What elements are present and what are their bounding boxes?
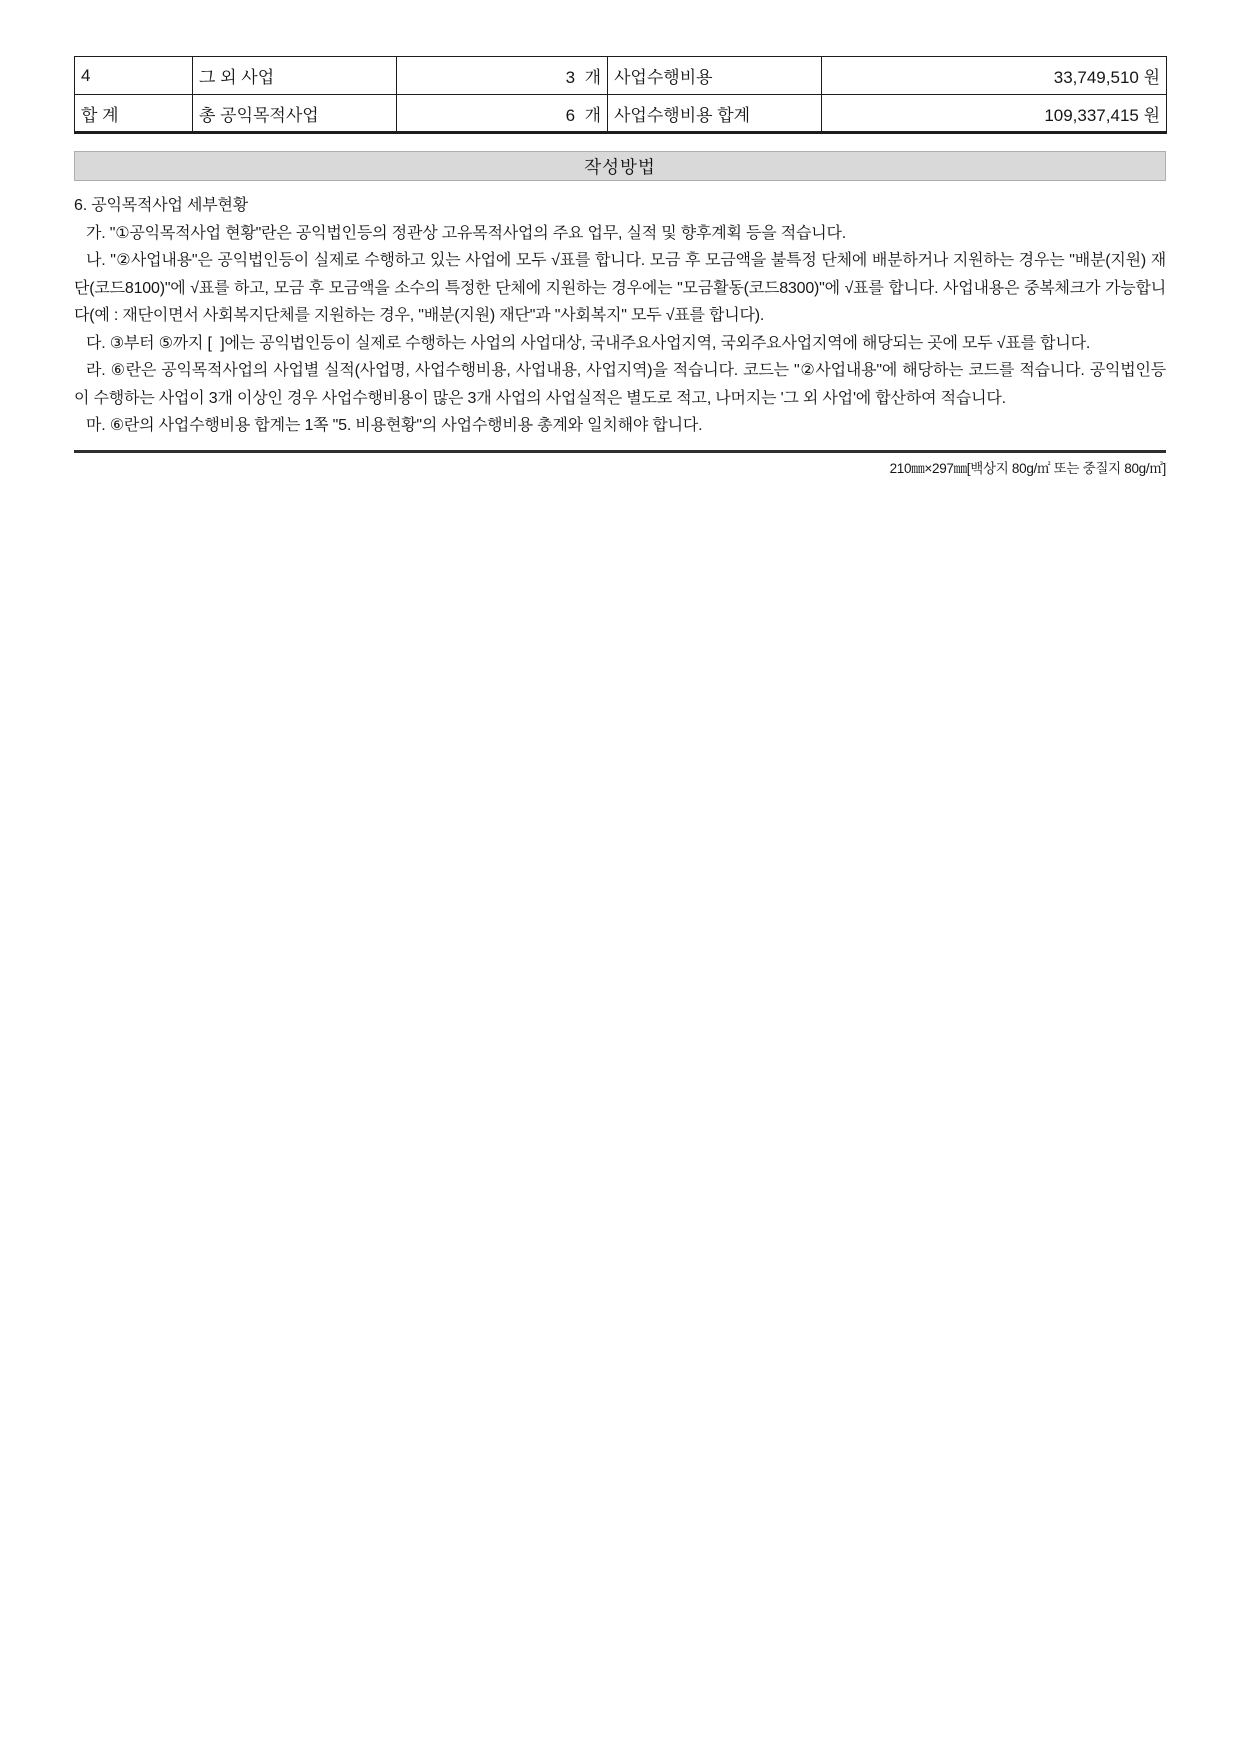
- business-name-cell: 총 공익목적사업: [193, 95, 397, 133]
- footer-rule: [74, 450, 1166, 453]
- section-header-title: 작성방법: [584, 156, 656, 177]
- section-header-bar: [74, 151, 1166, 181]
- row-number-cell: 4: [75, 57, 193, 95]
- business-name-cell: 그 외 사업: [193, 57, 397, 95]
- table-row-other-business: [75, 57, 1167, 95]
- instruction-item-da: 다. ③부터 ⑤까지 [ ]에는 공익법인등이 실제로 수행하는 사업의 사업대상, 국내주요사업지역, 국외주요사업지역에 해당되는 곳에 모두 √표를 합니다.: [86, 334, 1091, 352]
- business-count-cell: 6 개: [397, 95, 608, 133]
- cost-label-cell: 사업수행비용 합계: [608, 95, 822, 133]
- cost-amount-cell: 33,749,510 원: [822, 57, 1167, 95]
- cost-label-cell: 사업수행비용: [608, 57, 822, 95]
- row-number-cell: 합 계: [75, 95, 193, 133]
- business-count-cell: 3 개: [397, 57, 608, 95]
- page-content: [74, 0, 1166, 477]
- paper-spec-footnote: 210㎜×297㎜[백상지 80g/㎡ 또는 중질지 80g/㎡]: [889, 460, 1166, 476]
- table-row-total: [75, 95, 1167, 133]
- instructions-title: 6. 공익목적사업 세부현황: [74, 197, 248, 214]
- instructions: [74, 192, 1166, 440]
- summary-table: [74, 56, 1167, 134]
- instruction-item-ra: 라. ⑥란은 공익목적사업의 사업별 실적(사업명, 사업수행비용, 사업내용, 사업지역)을 적습니다. 코드는 "②사업내용"에 해당하는 코드를 적습니다. 공익법인등이 수행하는 사업이 3개 이상인 경우 사업수행비용이 많은 3개 사업의 사업실적은 별도로 적고, 나머지는 '그 외 사업'에 합산하여 적습니다.: [74, 362, 1166, 407]
- instruction-item-ga: 가. "①공익목적사업 현황"란은 공익법인등의 정관상 고유목적사업의 주요 업무, 실적 및 향후계획 등을 적습니다.: [86, 224, 847, 242]
- instruction-item-na: 나. "②사업내용"은 공익법인등이 실제로 수행하고 있는 사업에 모두 √표를 합니다. 모금 후 모금액을 불특정 단체에 배분하거나 지원하는 경우는 "배분(지원) 재단(코드8100)"에 √표를 하고, 모금 후 모금액을 소수의 특정한 단체에 지원하는 경우에는 "모금활동(코드8300)"에 √표를 합니다. 사업내용은 중복체크가 가능합니다(예 : 재단이면서 사회복지단체를 지원하는 경우, "배분(지원) 재단"과 "사회복지" 모두 √표를 합니다).: [74, 252, 1166, 324]
- cost-amount-cell: 109,337,415 원: [822, 95, 1167, 133]
- instruction-item-ma: 마. ⑥란의 사업수행비용 합계는 1쪽 "5. 비용현황"의 사업수행비용 총계와 일치해야 합니다.: [86, 417, 703, 434]
